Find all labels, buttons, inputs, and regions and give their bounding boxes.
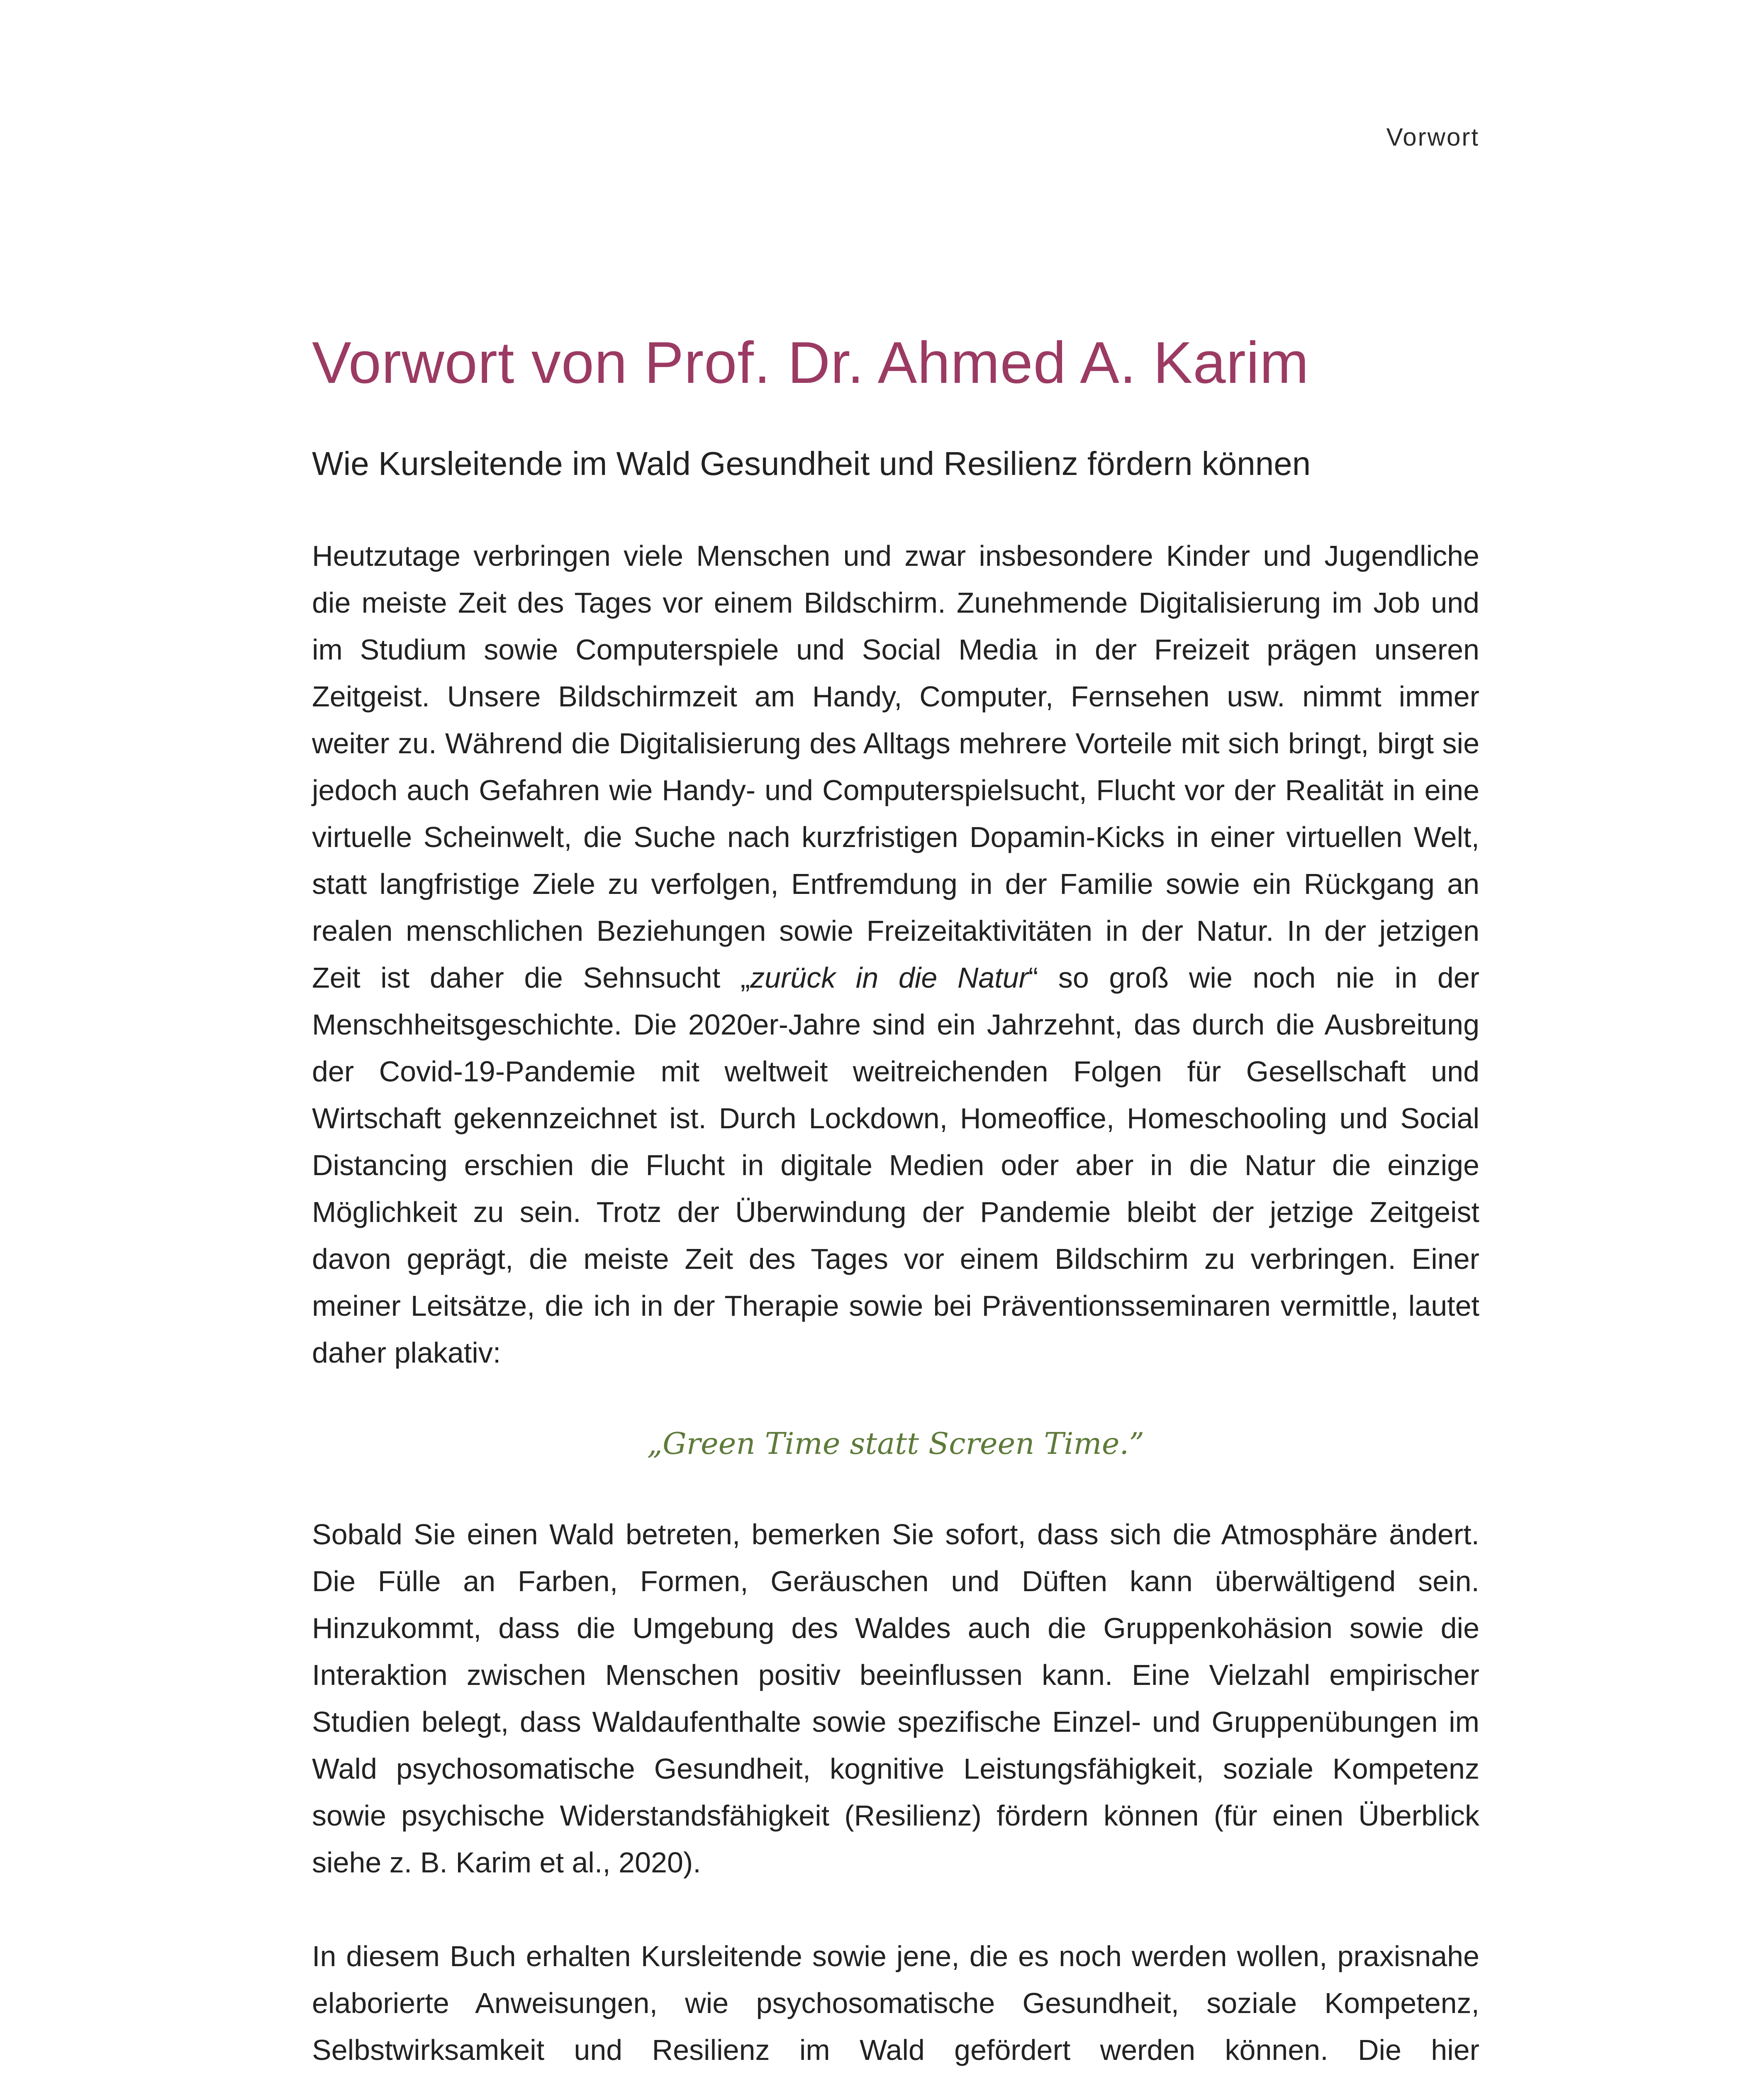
body-paragraph-3: In diesem Buch erhalten Kursleitende sowie jene, die es noch werden wollen, praxisnahe elaborierte Anweisungen, wie psychosomatische Gesundheit, soziale Kompetenz, Selbstwirksamkeit und Resilienz im Wald gefördert werden können. Die hier [312,1940,1479,2067]
paragraph-1-italic-phrase: zurück in die Natur [750,962,1028,994]
body-paragraph-2: Sobald Sie einen Wald betreten, bemerken Sie sofort, dass sich die Atmosphäre ändert. Die Fülle an Farben, Formen, Geräuschen und Düften kann überwältigend sein. Hinzukommt, dass die Umgebung des Waldes auch die Gruppenkohäsion sowie die Interaktion zwischen Menschen positiv beeinflussen kann. Eine Vielzahl empirischer Studien belegt, dass Waldaufenthalte sowie spezifische Einzel- und Gruppenübungen im Wald psychosomatische Gesundheit, kognitive Leistungsfähigkeit, soziale Kompetenz sowie psychische Widerstandsfähigkeit (Resilienz) fördern können (für einen Überblick siehe z. B. Karim et al., 2020). [312,1518,1479,1879]
paragraph-1-text-a: Heutzutage verbringen viele Menschen und zwar insbesondere Kinder und Jugendliche die meiste Zeit des Tages vor einem Bildschirm. Zunehmende Digitalisierung im Job und im Studium sowie Computerspiele und Social Media in der Freizeit prägen unseren Zeitgeist. Unsere Bildschirmzeit am Handy, Computer, Fernsehen usw. nimmt immer weiter zu. Während die Digitalisierung des Alltags mehrere Vorteile mit sich bringt, birgt sie jedoch auch Gefahren wie Handy- und Computerspielsucht, Flucht vor der Realität in eine virtuelle Scheinwelt, die Suche nach kurzfristigen Dopamin-Kicks in einer virtuellen Welt, statt langfristige Ziele zu verfolgen, Entfremdung in der Familie sowie ein Rückgang an realen menschlichen Beziehungen sowie Freizeitaktivitäten in der Natur. In der jetzigen Zeit ist daher die Sehnsucht „ [312,540,1479,994]
running-head: Vorwort [1386,123,1479,151]
body-paragraph-1 [312,533,1479,1376]
chapter-subtitle: Wie Kursleitende im Wald Gesundheit und Resilienz fördern können [312,445,1311,482]
chapter-title: Vorwort von Prof. Dr. Ahmed A. Karim [312,330,1309,396]
paragraph-1-text-b: “ so groß wie noch nie in der Menschheitsgeschichte. Die 2020er-Jahre sind ein Jahrzehnt, das durch die Ausbreitung der Covid-19-Pandemie mit weltweit weitreichenden Folgen für Gesellschaft und Wirtschaft gekennzeichnet ist. Durch Lockdown, Homeoffice, Homeschooling und Social Distancing erschien die Flucht in digitale Medien oder aber in die Natur die einzige Möglichkeit zu sein. Trotz der Überwindung der Pandemie bleibt der jetzige Zeitgeist davon geprägt, die meiste Zeit des Tages vor einem Bildschirm zu verbringen. Einer meiner Leitsätze, die ich in der Therapie sowie bei Präventionsseminaren vermittle, lautet daher plakativ: [312,962,1480,1369]
pull-quote: „Green Time statt Screen Time.” [647,1426,1145,1461]
page-content [312,328,1479,2074]
